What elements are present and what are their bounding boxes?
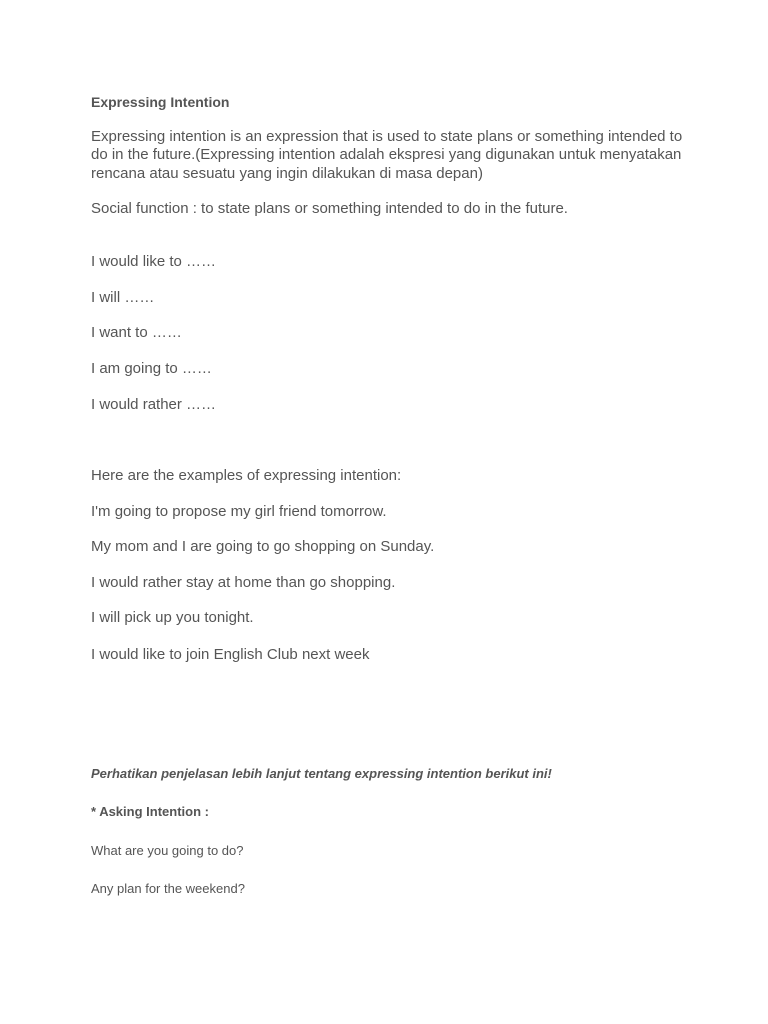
- expression-item: I would like to ……: [91, 253, 217, 270]
- asking-example: Any plan for the weekend?: [91, 881, 245, 896]
- expression-item: I will ……: [91, 289, 155, 306]
- social-function: Social function : to state plans or something intended to do in the future.: [91, 200, 568, 217]
- document-title: Expressing Intention: [91, 94, 230, 110]
- asking-example: What are you going to do?: [91, 843, 244, 858]
- example-item: I will pick up you tonight.: [91, 609, 254, 626]
- expression-item: I am going to ……: [91, 360, 212, 377]
- expression-item: I want to ……: [91, 324, 182, 341]
- expression-item: I would rather ……: [91, 396, 217, 413]
- intro-paragraph: Expressing intention is an expression that is used to state plans or something intended to do in the future.(Expressing intention adalah ekspresi yang digunakan untuk menyatakan rencana atau sesuatu yang ingin dilakukan di masa depan): [91, 128, 683, 182]
- examples-heading: Here are the examples of expressing intention:: [91, 467, 402, 484]
- example-item: I'm going to propose my girl friend tomorrow.: [91, 503, 387, 520]
- example-item: I would like to join English Club next week: [91, 646, 370, 663]
- example-item: I would rather stay at home than go shopping.: [91, 574, 396, 591]
- note-text: Perhatikan penjelasan lebih lanjut tentang expressing intention berikut ini!: [91, 766, 552, 781]
- example-item: My mom and I are going to go shopping on Sunday.: [91, 538, 435, 555]
- asking-intention-heading: * Asking Intention :: [91, 804, 209, 819]
